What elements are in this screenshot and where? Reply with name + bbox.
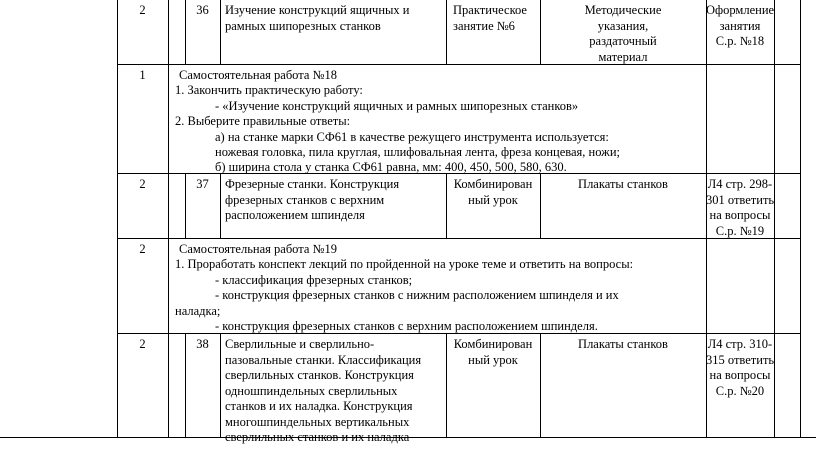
lesson-type-cell: Практическое занятие №6 xyxy=(453,3,527,33)
self-study-cell: Самостоятельная работа №18 1. Закончить практическую работу: - «Изучение конструкций ящичных и рамных шипорезных станков» 2. Выберите правильные ответы: а) на станке марки СФ61 в качестве режущего инструмента используется: ножевая головка, пила круглая, шлифовальная лента, фреза концевая, ножи; б) ширина стола у станка СФ61 равна, мм: 400, 450, 500, 580, 630. xyxy=(175,68,620,174)
lesson-number-cell: 36 xyxy=(196,3,209,17)
lesson-type-cell: Комбинирован ный урок xyxy=(453,337,533,367)
homework-cell: Оформление занятия С.р. №18 xyxy=(706,3,775,48)
materials-cell: Методические указания, раздаточный материал xyxy=(584,3,662,64)
homework-cell: Л4 стр. 298- 301 ответить на вопросы С.р. №19 xyxy=(706,177,775,238)
lesson-number-cell: 37 xyxy=(196,177,209,191)
topic-cell: Фрезерные станки. Конструкция фрезерных станков с верхним расположением шпинделя xyxy=(225,177,400,222)
homework-cell: Л4 стр. 310- 315 ответить на вопросы С.р. №20 xyxy=(706,337,775,398)
materials-cell: Плакаты станков xyxy=(578,177,668,191)
hours-cell: 2 xyxy=(139,337,146,351)
hours-cell: 2 xyxy=(139,177,146,191)
topic-cell: Изучение конструкций ящичных и рамных шипорезных станков xyxy=(225,3,410,33)
lesson-type-cell: Комбинирован ный урок xyxy=(453,177,533,207)
hours-cell: 2 xyxy=(139,3,146,17)
hours-cell: 2 xyxy=(139,242,146,256)
hours-cell: 1 xyxy=(139,68,146,82)
self-study-cell: Самостоятельная работа №19 1. Проработать конспект лекций по пройденной на уроке теме и ответить на вопросы: - классификация фрезерных станков; - конструкция фрезерных станков с нижним расположением шпинделя и их наладка; - конструкция фрезерных станков с верхним расположением шпинделя. xyxy=(175,242,634,333)
lesson-number-cell: 38 xyxy=(196,337,209,351)
materials-cell: Плакаты станков xyxy=(578,337,668,351)
topic-cell: Сверлильные и сверлильно- пазовальные станки. Классификация сверлильных станков. Конструкция одношпиндельных сверлильных станков и их наладка. Конструкция многошпиндельных вертикальных сверлильных станков и их наладка xyxy=(225,337,422,444)
